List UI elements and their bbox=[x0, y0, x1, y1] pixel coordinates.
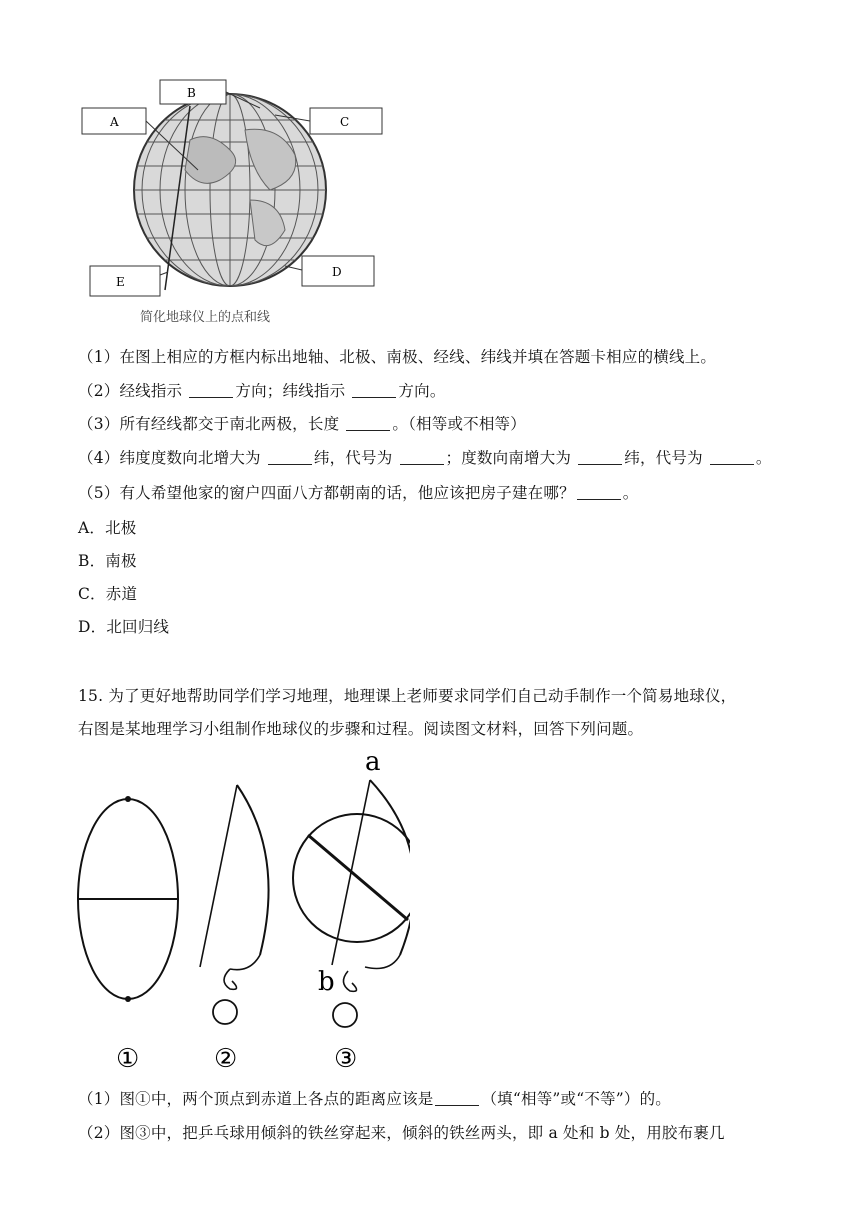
label-a-text: a bbox=[365, 747, 381, 777]
q15-part1-text-a: （1）图①中，两个顶点到赤道上各点的距离应该是 bbox=[78, 1090, 434, 1108]
q15-intro-line1: 15. 为了更好地帮助同学们学习地理，地理课上老师要求同学们自己动手制作一个简易地球仪， bbox=[78, 687, 737, 705]
q14-part4-text-e: 。 bbox=[755, 449, 772, 467]
answer-blank[interactable] bbox=[189, 383, 233, 398]
answer-blank[interactable] bbox=[578, 450, 622, 465]
q14-part2 bbox=[78, 379, 446, 401]
q15-part2: （2）图③中，把乒乓球用倾斜的铁丝穿起来，倾斜的铁丝两头，即 a 处和 b 处，用胶布裹几 bbox=[78, 1124, 725, 1142]
label-c: C bbox=[340, 115, 350, 129]
option-c[interactable]: C．赤道 bbox=[78, 585, 138, 603]
q14-part1: （1）在图上相应的方框内标出地轴、北极、南极、经线、纬线并填在答题卡相应的横线上。 bbox=[78, 348, 717, 366]
label-e: E bbox=[116, 275, 125, 289]
answer-blank[interactable] bbox=[346, 416, 390, 431]
option-b[interactable]: B．南极 bbox=[78, 552, 137, 570]
q14-part4-text-a: （4）纬度度数向北增大为 bbox=[78, 449, 266, 467]
q14-part5 bbox=[78, 481, 638, 503]
step-3-number: ③ bbox=[334, 1044, 358, 1074]
q14-part4-text-d: 纬，代号为 bbox=[624, 449, 708, 467]
q15-part1-text-b: （填“相等”或“不等”）的。 bbox=[481, 1090, 671, 1108]
label-b: B bbox=[187, 86, 196, 100]
q14-part2-text-a: （2）经线指示 bbox=[78, 382, 188, 400]
q14-part5-text-a: （5）有人希望他家的窗户四面八方都朝南的话，他应该把房子建在哪？ bbox=[78, 484, 575, 502]
answer-blank[interactable] bbox=[435, 1091, 479, 1106]
option-d[interactable]: D．北回归线 bbox=[78, 618, 170, 636]
answer-blank[interactable] bbox=[352, 383, 396, 398]
q15-intro-line2: 右图是某地理学习小组制作地球仪的步骤和过程。阅读图文材料，回答下列问题。 bbox=[78, 720, 644, 738]
figure-caption: 简化地球仪上的点和线 bbox=[140, 310, 271, 325]
label-a: A bbox=[110, 115, 119, 129]
globe-steps-figure bbox=[70, 745, 410, 1080]
label-d: D bbox=[332, 265, 342, 279]
option-a[interactable]: A．北极 bbox=[78, 519, 137, 537]
globe-figure bbox=[70, 70, 400, 310]
q14-part4-text-b: 纬，代号为 bbox=[313, 449, 398, 467]
q14-part3-text-b: 。（相等或不相等） bbox=[392, 415, 526, 433]
q15-part1 bbox=[78, 1087, 671, 1109]
answer-blank[interactable] bbox=[710, 450, 754, 465]
q14-part2-text-b: 方向；纬线指示 bbox=[235, 382, 351, 400]
answer-blank[interactable] bbox=[400, 450, 444, 465]
q14-part5-text-b: 。 bbox=[622, 484, 639, 502]
q14-part2-text-c: 方向。 bbox=[398, 382, 446, 400]
q14-part3 bbox=[78, 412, 526, 434]
answer-blank[interactable] bbox=[577, 485, 621, 500]
step-1-number: ① bbox=[116, 1044, 140, 1074]
q14-part3-text-a: （3）所有经线都交于南北两极，长度 bbox=[78, 415, 345, 433]
answer-blank[interactable] bbox=[268, 450, 312, 465]
step-2-number: ② bbox=[214, 1044, 238, 1074]
label-b-text: b bbox=[318, 967, 335, 997]
q14-part4-text-c: ；度数向南增大为 bbox=[445, 449, 577, 467]
q14-part4 bbox=[78, 446, 772, 468]
